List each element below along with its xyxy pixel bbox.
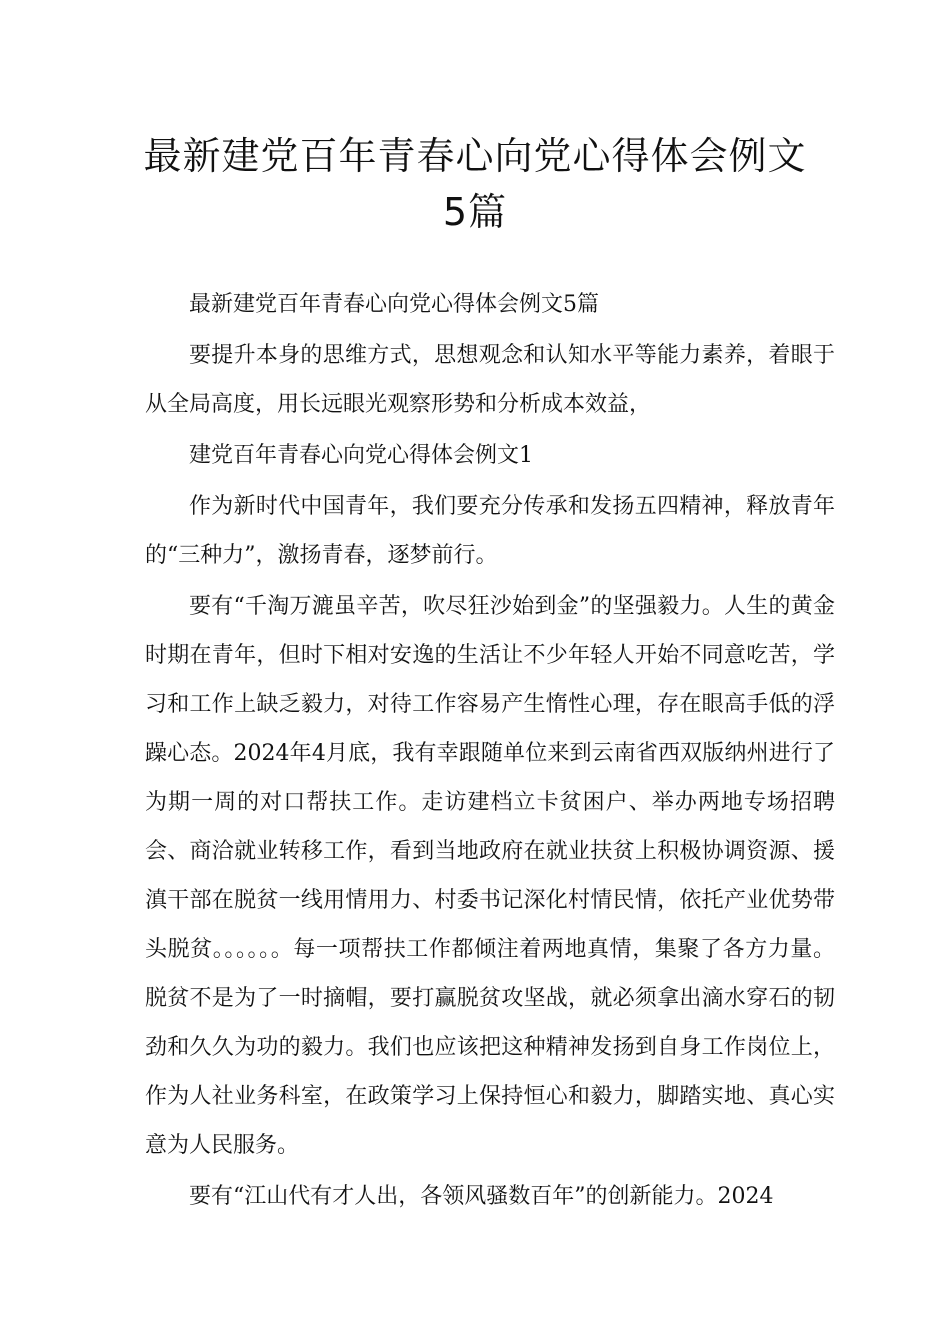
title-line-1: 最新建党百年青春心向党心得体会例文	[143, 134, 807, 178]
document-title	[100, 128, 850, 240]
title-line-2: 5篇	[442, 190, 508, 234]
paragraph-subtitle: 最新建党百年青春心向党心得体会例文5篇	[189, 292, 599, 317]
paragraph-youth: 作为新时代中国青年，我们要充分传承和发扬五四精神，释放青年的“三种力”，激扬青春，逐梦前行。	[145, 494, 835, 568]
document-body	[145, 280, 835, 1221]
paragraph-section-heading: 建党百年青春心向党心得体会例文1	[189, 443, 533, 468]
paragraph-innovation: 要有“江山代有才人出，各领风骚数百年”的创新能力。2024	[189, 1184, 774, 1209]
paragraph-perseverance: 要有“千淘万漉虽辛苦，吹尽狂沙始到金”的坚强毅力。人生的黄金时期在青年，但时下相对安逸的生活让不少年轻人开始不同意吃苦，学习和工作上缺乏毅力，对待工作容易产生惰性心理，存在眼高手低的浮躁心态。2024年4月底，我有幸跟随单位来到云南省西双版纳州进行了为期一周的对口帮扶工作。走访建档立卡贫困户、举办两地专场招聘会、商洽就业转移工作，看到当地政府在就业扶贫上积极协调资源、援滇干部在脱贫一线用情用力、村委书记深化村情民情，依托产业优势带头脱贫。。。。。。每一项帮扶工作都倾注着两地真情，集聚了各方力量。脱贫不是为了一时摘帽，要打赢脱贫攻坚战，就必须拿出滴水穿石的韧劲和久久为功的毅力。我们也应该把这种精神发扬到自身工作岗位上，作为人社业务科室，在政策学习上保持恒心和毅力，脚踏实地、真心实意为人民服务。	[145, 594, 835, 1158]
paragraph-intro: 要提升本身的思维方式，思想观念和认知水平等能力素养，着眼于从全局高度，用长远眼光观察形势和分析成本效益，	[145, 343, 835, 417]
